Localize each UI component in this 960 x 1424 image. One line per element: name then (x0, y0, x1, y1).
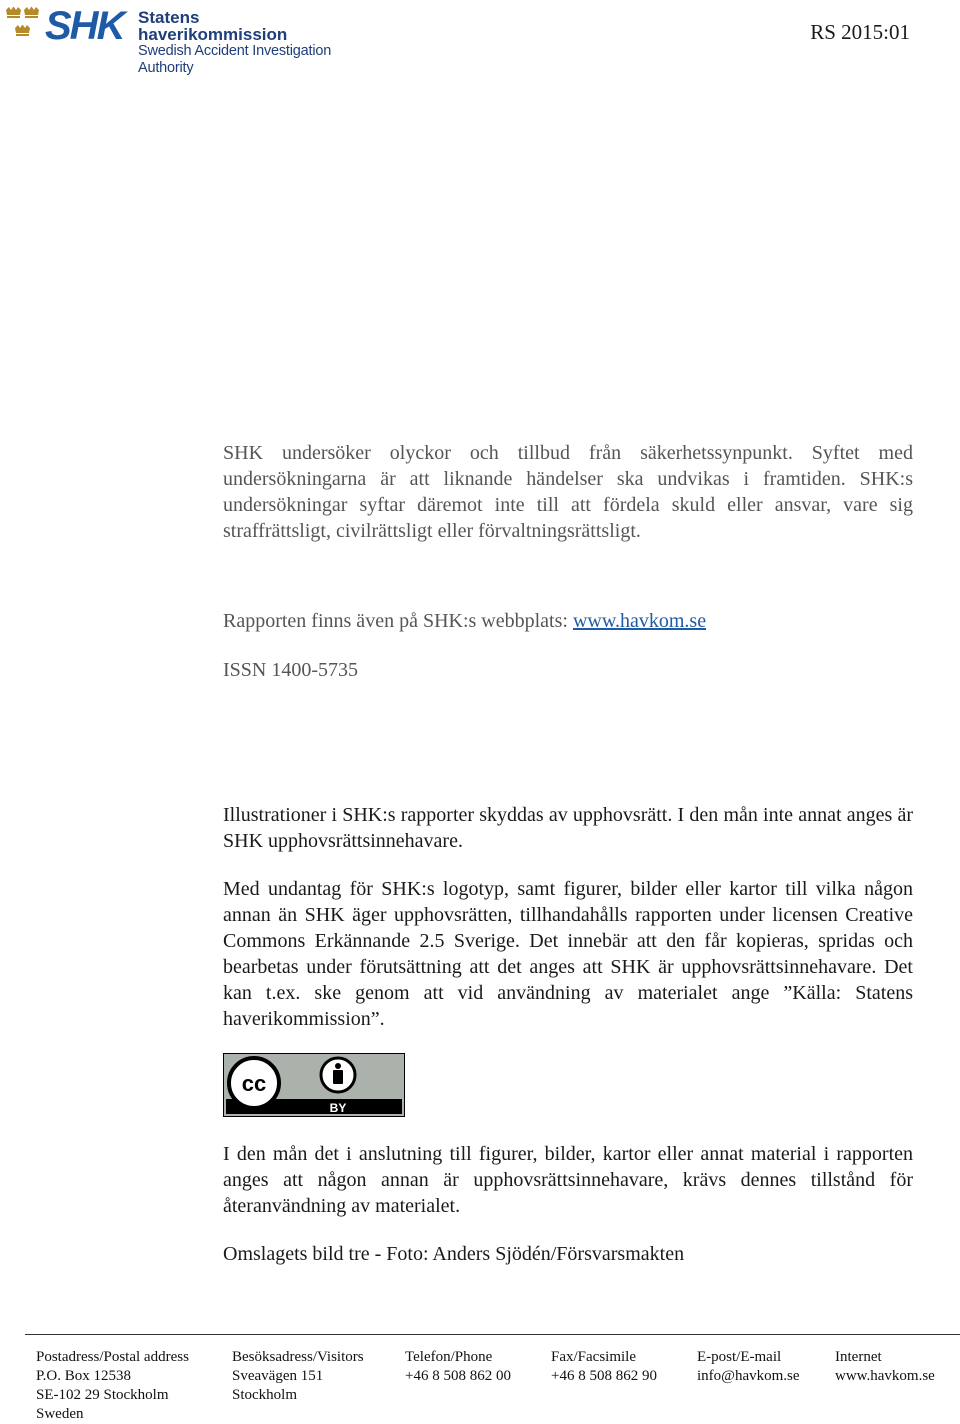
svg-text:cc: cc (241, 1071, 267, 1096)
report-number: RS 2015:01 (810, 20, 910, 44)
footer-visitors-line: Sveavägen 151 (232, 1368, 324, 1384)
agency-name-en: Swedish Accident Investigation Authority (138, 43, 332, 76)
footer-email-address: info@havkom.se (697, 1368, 800, 1384)
cover-photo-credit: Omslagets bild tre - Foto: Anders Sjödén/Försvarsmakten (223, 1243, 685, 1265)
footer-postal-address (36, 1348, 189, 1424)
footer-phone-number: +46 8 508 862 00 (405, 1368, 511, 1384)
footer-postal-line: P.O. Box 12538 (36, 1368, 132, 1384)
three-crowns-icon (4, 6, 42, 44)
shk-logo-mark: SHK (45, 4, 124, 48)
footer-postal-line: SE-102 29 Stockholm (36, 1387, 169, 1403)
creative-commons-by-badge (223, 1053, 405, 1117)
footer-visitor-address (232, 1348, 364, 1405)
issn: ISSN 1400-5735 (223, 659, 359, 681)
footer-phone (405, 1348, 511, 1386)
footer-visitors-heading: Besöksadress/Visitors (232, 1349, 364, 1365)
website-text: Rapporten finns även på SHK:s webbplats: (223, 610, 573, 632)
footer-internet (835, 1348, 935, 1386)
shk-logo (4, 4, 344, 76)
footer-internet-url: www.havkom.se (835, 1368, 935, 1384)
permission-paragraph: I den mån det i anslutning till figurer, bilder, kartor eller annat material i rapporten anges att någon annan är upphovsrättsinnehavare, krävs dennes tillstånd för återanvändning av materialet. (223, 1143, 913, 1217)
agency-name-sv: Statens haverikommission (138, 8, 288, 44)
footer-fax (551, 1348, 657, 1386)
footer-visitors-line: Stockholm (232, 1387, 298, 1403)
cc-badge-label: BY (329, 1101, 347, 1115)
footer-email-heading: E-post/E-mail (697, 1349, 782, 1365)
intro-paragraph: SHK undersöker olyckor och tillbud från säkerhetssynpunkt. Syftet med undersökningarna är att liknande händelser ska undvikas i framtiden. SHK:s undersökningar syftar däremot inte till att fördela skuld eller ansvar, vare sig straffrättsligt, civilrättsligt eller förvaltningsrättsligt. (223, 442, 913, 542)
illustrations-paragraph: Illustrationer i SHK:s rapporter skyddas av upphovsrätt. I den mån inte annat anges är SHK upphovsrättsinnehavare. (223, 804, 913, 852)
footer-divider (25, 1334, 960, 1335)
footer-email (697, 1348, 800, 1386)
footer-internet-heading: Internet (835, 1349, 882, 1365)
website-paragraph (223, 608, 913, 634)
website-link[interactable]: www.havkom.se (572, 610, 707, 632)
footer-phone-heading: Telefon/Phone (405, 1349, 493, 1365)
license-paragraph: Med undantag för SHK:s logotyp, samt figurer, bilder eller kartor till vilka någon annan än SHK äger upphovsrätten, tillhandahålls rapporten under licensen Creative Commons Erkännande 2.5 Sverige. Det innebär att den får kopieras, spridas och bearbetas under förutsättning att det anges att SHK är upphovsrättsinnehavare. Det kan t.ex. ske genom att vid användning av materialet ange ”Källa: Statens haverikommission”. (223, 878, 913, 1030)
footer-fax-number: +46 8 508 862 90 (551, 1368, 657, 1384)
footer-fax-heading: Fax/Facsimile (551, 1349, 636, 1365)
footer-postal-line: Sweden (36, 1406, 84, 1422)
agency-name (138, 9, 344, 77)
footer-postal-heading: Postadress/Postal address (36, 1349, 189, 1365)
